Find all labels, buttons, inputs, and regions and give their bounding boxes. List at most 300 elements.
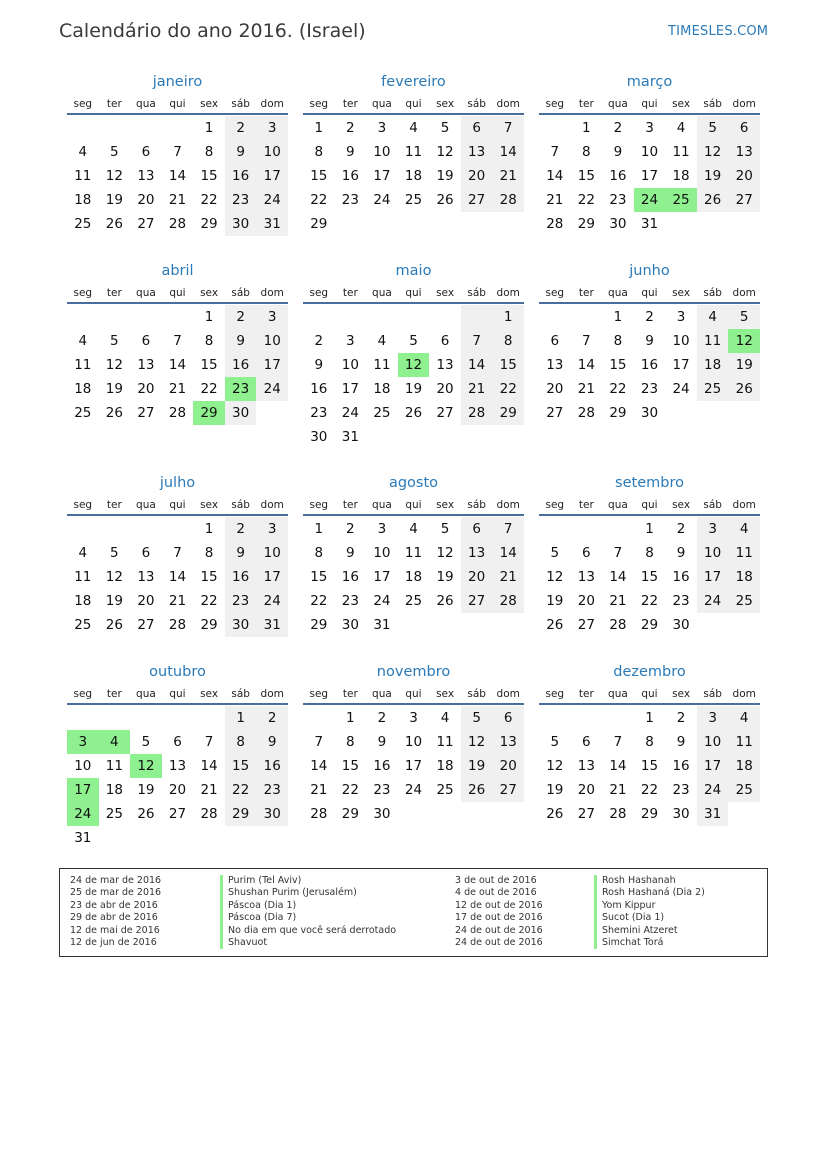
day-cell[interactable]: 2 — [256, 706, 288, 730]
day-cell[interactable]: 27 — [137, 216, 155, 232]
day-cell[interactable]: 21 — [609, 593, 627, 609]
day-cell[interactable]: 1 — [582, 120, 591, 136]
day-cell[interactable]: 17 — [640, 168, 659, 184]
day-cell[interactable]: 18 — [74, 381, 92, 397]
day-cell[interactable]: 5 — [110, 333, 119, 349]
day-cell[interactable]: 31 — [256, 212, 288, 236]
day-cell[interactable]: 4 — [377, 333, 387, 349]
day-cell[interactable]: 1 — [492, 305, 524, 329]
holiday-day-cell[interactable]: 17 — [67, 778, 99, 802]
day-cell[interactable]: 4 — [728, 517, 760, 541]
day-cell[interactable]: 4 — [78, 545, 88, 561]
day-cell[interactable]: 18 — [728, 754, 760, 778]
day-cell[interactable]: 8 — [225, 730, 257, 754]
day-cell[interactable]: 3 — [377, 120, 387, 136]
day-cell[interactable]: 24 — [373, 192, 391, 208]
day-cell[interactable]: 10 — [672, 333, 690, 349]
day-cell[interactable]: 26 — [697, 188, 729, 212]
day-cell[interactable]: 8 — [645, 545, 654, 561]
day-cell[interactable]: 4 — [697, 305, 729, 329]
day-cell[interactable]: 6 — [173, 734, 182, 750]
day-cell[interactable]: 20 — [577, 593, 595, 609]
day-cell[interactable]: 19 — [105, 192, 123, 208]
day-cell[interactable]: 14 — [168, 357, 187, 373]
day-cell[interactable]: 7 — [173, 545, 182, 561]
day-cell[interactable]: 20 — [137, 381, 155, 397]
day-cell[interactable]: 23 — [256, 778, 288, 802]
day-cell[interactable]: 13 — [577, 758, 595, 774]
day-cell[interactable]: 8 — [204, 333, 214, 349]
day-cell[interactable]: 12 — [546, 758, 564, 774]
day-cell[interactable]: 4 — [78, 144, 88, 160]
day-cell[interactable]: 14 — [492, 541, 524, 565]
day-cell[interactable]: 1 — [613, 309, 623, 325]
day-cell[interactable]: 16 — [341, 168, 359, 184]
day-cell[interactable]: 27 — [461, 589, 493, 613]
day-cell[interactable]: 11 — [373, 357, 391, 373]
day-cell[interactable]: 15 — [640, 569, 659, 585]
day-cell[interactable]: 21 — [577, 381, 595, 397]
day-cell[interactable]: 11 — [728, 541, 760, 565]
day-cell[interactable]: 15 — [341, 758, 359, 774]
day-cell[interactable]: 26 — [105, 617, 123, 633]
day-cell[interactable]: 9 — [377, 734, 387, 750]
day-cell[interactable]: 30 — [672, 617, 690, 633]
day-cell[interactable]: 3 — [645, 120, 654, 136]
day-cell[interactable]: 29 — [200, 617, 218, 633]
day-cell[interactable]: 10 — [256, 329, 288, 353]
day-cell[interactable]: 30 — [225, 613, 257, 637]
day-cell[interactable]: 29 — [310, 617, 328, 633]
day-cell[interactable]: 26 — [436, 192, 454, 208]
day-cell[interactable]: 11 — [436, 734, 454, 750]
day-cell[interactable]: 13 — [546, 357, 564, 373]
day-cell[interactable]: 20 — [137, 593, 155, 609]
day-cell[interactable]: 21 — [546, 192, 564, 208]
day-cell[interactable]: 26 — [461, 778, 493, 802]
day-cell[interactable]: 13 — [577, 569, 595, 585]
day-cell[interactable]: 1 — [204, 120, 214, 136]
day-cell[interactable]: 5 — [141, 734, 151, 750]
day-cell[interactable]: 19 — [105, 593, 123, 609]
day-cell[interactable]: 5 — [697, 116, 729, 140]
day-cell[interactable]: 18 — [728, 565, 760, 589]
day-cell[interactable]: 7 — [492, 116, 524, 140]
day-cell[interactable]: 11 — [74, 357, 92, 373]
day-cell[interactable]: 10 — [256, 140, 288, 164]
day-cell[interactable]: 14 — [577, 357, 595, 373]
day-cell[interactable]: 18 — [74, 593, 92, 609]
day-cell[interactable]: 3 — [346, 333, 355, 349]
day-cell[interactable]: 19 — [461, 754, 493, 778]
day-cell[interactable]: 30 — [225, 212, 257, 236]
day-cell[interactable]: 8 — [645, 734, 654, 750]
day-cell[interactable]: 7 — [173, 144, 182, 160]
day-cell[interactable]: 7 — [550, 144, 560, 160]
day-cell[interactable]: 15 — [310, 168, 328, 184]
day-cell[interactable]: 30 — [640, 405, 659, 421]
day-cell[interactable]: 5 — [550, 734, 560, 750]
day-cell[interactable]: 12 — [436, 545, 454, 561]
day-cell[interactable]: 8 — [346, 734, 355, 750]
day-cell[interactable]: 4 — [440, 710, 450, 726]
day-cell[interactable]: 1 — [204, 309, 214, 325]
day-cell[interactable]: 1 — [225, 706, 257, 730]
day-cell[interactable]: 28 — [577, 405, 595, 421]
day-cell[interactable]: 27 — [168, 806, 187, 822]
day-cell[interactable]: 19 — [546, 782, 564, 798]
day-cell[interactable]: 29 — [640, 617, 659, 633]
day-cell[interactable]: 14 — [200, 758, 218, 774]
day-cell[interactable]: 3 — [256, 305, 288, 329]
day-cell[interactable]: 22 — [640, 593, 659, 609]
day-cell[interactable]: 25 — [728, 589, 760, 613]
day-cell[interactable]: 24 — [404, 782, 423, 798]
day-cell[interactable]: 22 — [310, 192, 328, 208]
day-cell[interactable]: 20 — [546, 381, 564, 397]
day-cell[interactable]: 15 — [200, 357, 218, 373]
day-cell[interactable]: 11 — [105, 758, 123, 774]
day-cell[interactable]: 15 — [492, 353, 524, 377]
day-cell[interactable]: 11 — [697, 329, 729, 353]
day-cell[interactable]: 28 — [546, 216, 564, 232]
day-cell[interactable]: 27 — [137, 405, 155, 421]
day-cell[interactable]: 7 — [613, 545, 623, 561]
day-cell[interactable]: 12 — [105, 569, 123, 585]
day-cell[interactable]: 8 — [492, 329, 524, 353]
day-cell[interactable]: 2 — [314, 333, 324, 349]
day-cell[interactable]: 4 — [409, 120, 418, 136]
day-cell[interactable]: 25 — [373, 405, 391, 421]
day-cell[interactable]: 21 — [200, 782, 218, 798]
day-cell[interactable]: 13 — [492, 730, 524, 754]
day-cell[interactable]: 27 — [137, 617, 155, 633]
day-cell[interactable]: 14 — [168, 168, 187, 184]
day-cell[interactable]: 6 — [582, 545, 591, 561]
day-cell[interactable]: 17 — [697, 754, 729, 778]
day-cell[interactable]: 9 — [346, 144, 355, 160]
day-cell[interactable]: 31 — [256, 613, 288, 637]
day-cell[interactable]: 3 — [409, 710, 418, 726]
holiday-day-cell[interactable]: 12 — [398, 353, 430, 377]
day-cell[interactable]: 26 — [436, 593, 454, 609]
day-cell[interactable]: 9 — [676, 545, 686, 561]
day-cell[interactable]: 6 — [440, 333, 450, 349]
day-cell[interactable]: 15 — [200, 168, 218, 184]
day-cell[interactable]: 26 — [546, 806, 564, 822]
day-cell[interactable]: 6 — [492, 706, 524, 730]
day-cell[interactable]: 16 — [672, 758, 690, 774]
day-cell[interactable]: 22 — [492, 377, 524, 401]
day-cell[interactable]: 4 — [676, 120, 686, 136]
day-cell[interactable]: 14 — [546, 168, 564, 184]
day-cell[interactable]: 24 — [256, 589, 288, 613]
day-cell[interactable]: 31 — [640, 216, 659, 232]
day-cell[interactable]: 17 — [404, 758, 423, 774]
day-cell[interactable]: 17 — [256, 565, 288, 589]
day-cell[interactable]: 6 — [141, 333, 151, 349]
day-cell[interactable]: 5 — [728, 305, 760, 329]
day-cell[interactable]: 20 — [728, 164, 760, 188]
day-cell[interactable]: 22 — [225, 778, 257, 802]
day-cell[interactable]: 10 — [256, 541, 288, 565]
day-cell[interactable]: 20 — [137, 192, 155, 208]
day-cell[interactable]: 16 — [640, 357, 659, 373]
day-cell[interactable]: 1 — [645, 521, 654, 537]
day-cell[interactable]: 2 — [346, 521, 355, 537]
day-cell[interactable]: 3 — [697, 517, 729, 541]
day-cell[interactable]: 19 — [137, 782, 155, 798]
day-cell[interactable]: 21 — [461, 377, 493, 401]
day-cell[interactable]: 2 — [676, 710, 686, 726]
day-cell[interactable]: 10 — [640, 144, 659, 160]
day-cell[interactable]: 29 — [577, 216, 595, 232]
day-cell[interactable]: 6 — [461, 116, 493, 140]
day-cell[interactable]: 22 — [609, 381, 627, 397]
day-cell[interactable]: 1 — [645, 710, 654, 726]
day-cell[interactable]: 6 — [141, 144, 151, 160]
day-cell[interactable]: 4 — [78, 333, 88, 349]
day-cell[interactable]: 9 — [314, 357, 324, 373]
day-cell[interactable]: 16 — [310, 381, 328, 397]
day-cell[interactable]: 12 — [697, 140, 729, 164]
day-cell[interactable]: 1 — [204, 521, 214, 537]
day-cell[interactable]: 23 — [672, 782, 690, 798]
day-cell[interactable]: 15 — [577, 168, 595, 184]
day-cell[interactable]: 25 — [436, 782, 454, 798]
day-cell[interactable]: 23 — [225, 188, 257, 212]
day-cell[interactable]: 29 — [225, 802, 257, 826]
day-cell[interactable]: 23 — [341, 192, 359, 208]
day-cell[interactable]: 9 — [256, 730, 288, 754]
day-cell[interactable]: 5 — [409, 333, 418, 349]
day-cell[interactable]: 27 — [461, 188, 493, 212]
holiday-day-cell[interactable]: 12 — [130, 754, 162, 778]
day-cell[interactable]: 9 — [346, 545, 355, 561]
day-cell[interactable]: 14 — [609, 569, 627, 585]
day-cell[interactable]: 19 — [697, 164, 729, 188]
day-cell[interactable]: 13 — [461, 140, 493, 164]
day-cell[interactable]: 10 — [373, 144, 391, 160]
day-cell[interactable]: 12 — [436, 144, 454, 160]
day-cell[interactable]: 28 — [168, 216, 187, 232]
day-cell[interactable]: 31 — [373, 617, 391, 633]
day-cell[interactable]: 31 — [341, 429, 359, 445]
day-cell[interactable]: 6 — [550, 333, 560, 349]
day-cell[interactable]: 11 — [728, 730, 760, 754]
day-cell[interactable]: 11 — [404, 545, 423, 561]
day-cell[interactable]: 4 — [409, 521, 418, 537]
day-cell[interactable]: 20 — [577, 782, 595, 798]
day-cell[interactable]: 30 — [373, 806, 391, 822]
day-cell[interactable]: 13 — [728, 140, 760, 164]
day-cell[interactable]: 10 — [373, 545, 391, 561]
day-cell[interactable]: 11 — [404, 144, 423, 160]
day-cell[interactable]: 22 — [200, 593, 218, 609]
day-cell[interactable]: 28 — [609, 617, 627, 633]
day-cell[interactable]: 30 — [609, 216, 627, 232]
day-cell[interactable]: 19 — [546, 593, 564, 609]
day-cell[interactable]: 26 — [728, 377, 760, 401]
day-cell[interactable]: 14 — [492, 140, 524, 164]
day-cell[interactable]: 18 — [697, 353, 729, 377]
day-cell[interactable]: 28 — [310, 806, 328, 822]
day-cell[interactable]: 18 — [74, 192, 92, 208]
day-cell[interactable]: 14 — [310, 758, 328, 774]
holiday-day-cell[interactable]: 25 — [665, 188, 697, 212]
day-cell[interactable]: 19 — [436, 569, 454, 585]
day-cell[interactable]: 19 — [728, 353, 760, 377]
site-logo[interactable]: TIMESLES.COM — [668, 24, 769, 39]
day-cell[interactable]: 16 — [256, 754, 288, 778]
day-cell[interactable]: 31 — [74, 830, 92, 846]
day-cell[interactable]: 11 — [672, 144, 690, 160]
day-cell[interactable]: 24 — [697, 778, 729, 802]
day-cell[interactable]: 23 — [373, 782, 391, 798]
day-cell[interactable]: 24 — [373, 593, 391, 609]
day-cell[interactable]: 3 — [676, 309, 686, 325]
day-cell[interactable]: 23 — [225, 589, 257, 613]
day-cell[interactable]: 18 — [404, 168, 423, 184]
day-cell[interactable]: 15 — [200, 569, 218, 585]
day-cell[interactable]: 6 — [461, 517, 493, 541]
day-cell[interactable]: 23 — [310, 405, 328, 421]
day-cell[interactable]: 15 — [225, 754, 257, 778]
day-cell[interactable]: 8 — [613, 333, 623, 349]
day-cell[interactable]: 24 — [697, 589, 729, 613]
day-cell[interactable]: 22 — [200, 192, 218, 208]
day-cell[interactable]: 7 — [314, 734, 324, 750]
day-cell[interactable]: 24 — [256, 188, 288, 212]
day-cell[interactable]: 11 — [74, 168, 92, 184]
day-cell[interactable]: 7 — [204, 734, 214, 750]
day-cell[interactable]: 10 — [404, 734, 423, 750]
day-cell[interactable]: 7 — [492, 517, 524, 541]
day-cell[interactable]: 21 — [168, 381, 187, 397]
day-cell[interactable]: 28 — [200, 806, 218, 822]
day-cell[interactable]: 16 — [609, 168, 627, 184]
day-cell[interactable]: 22 — [310, 593, 328, 609]
day-cell[interactable]: 18 — [404, 569, 423, 585]
day-cell[interactable]: 25 — [74, 617, 92, 633]
day-cell[interactable]: 6 — [582, 734, 591, 750]
day-cell[interactable]: 13 — [137, 168, 155, 184]
day-cell[interactable]: 17 — [256, 353, 288, 377]
day-cell[interactable]: 27 — [492, 778, 524, 802]
day-cell[interactable]: 24 — [341, 405, 359, 421]
day-cell[interactable]: 16 — [225, 565, 257, 589]
day-cell[interactable]: 5 — [110, 144, 119, 160]
day-cell[interactable]: 29 — [200, 216, 218, 232]
day-cell[interactable]: 2 — [645, 309, 654, 325]
day-cell[interactable]: 2 — [377, 710, 387, 726]
day-cell[interactable]: 28 — [168, 405, 187, 421]
day-cell[interactable]: 26 — [404, 405, 423, 421]
day-cell[interactable]: 28 — [461, 401, 493, 425]
day-cell[interactable]: 30 — [672, 806, 690, 822]
holiday-day-cell[interactable]: 3 — [67, 730, 99, 754]
day-cell[interactable]: 12 — [546, 569, 564, 585]
day-cell[interactable]: 7 — [461, 329, 493, 353]
day-cell[interactable]: 19 — [105, 381, 123, 397]
day-cell[interactable]: 8 — [204, 144, 214, 160]
day-cell[interactable]: 21 — [492, 565, 524, 589]
day-cell[interactable]: 16 — [672, 569, 690, 585]
day-cell[interactable]: 23 — [640, 381, 659, 397]
day-cell[interactable]: 21 — [609, 782, 627, 798]
holiday-day-cell[interactable]: 4 — [99, 730, 131, 754]
day-cell[interactable]: 1 — [314, 521, 324, 537]
day-cell[interactable]: 25 — [697, 377, 729, 401]
day-cell[interactable]: 19 — [404, 381, 423, 397]
day-cell[interactable]: 25 — [74, 216, 92, 232]
holiday-day-cell[interactable]: 29 — [193, 401, 225, 425]
day-cell[interactable]: 1 — [346, 710, 355, 726]
day-cell[interactable]: 14 — [609, 758, 627, 774]
day-cell[interactable]: 12 — [105, 168, 123, 184]
day-cell[interactable]: 23 — [341, 593, 359, 609]
day-cell[interactable]: 2 — [225, 305, 257, 329]
day-cell[interactable]: 17 — [256, 164, 288, 188]
day-cell[interactable]: 15 — [609, 357, 627, 373]
day-cell[interactable]: 4 — [728, 706, 760, 730]
day-cell[interactable]: 3 — [256, 116, 288, 140]
day-cell[interactable]: 30 — [310, 429, 328, 445]
day-cell[interactable]: 31 — [697, 802, 729, 826]
day-cell[interactable]: 17 — [672, 357, 690, 373]
day-cell[interactable]: 8 — [582, 144, 591, 160]
day-cell[interactable]: 6 — [141, 545, 151, 561]
day-cell[interactable]: 2 — [346, 120, 355, 136]
day-cell[interactable]: 7 — [613, 734, 623, 750]
day-cell[interactable]: 20 — [461, 565, 493, 589]
day-cell[interactable]: 10 — [697, 730, 729, 754]
day-cell[interactable]: 27 — [546, 405, 564, 421]
day-cell[interactable]: 21 — [492, 164, 524, 188]
day-cell[interactable]: 12 — [105, 357, 123, 373]
holiday-day-cell[interactable]: 23 — [225, 377, 257, 401]
day-cell[interactable]: 22 — [640, 782, 659, 798]
day-cell[interactable]: 18 — [436, 758, 454, 774]
day-cell[interactable]: 28 — [168, 617, 187, 633]
day-cell[interactable]: 27 — [436, 405, 454, 421]
day-cell[interactable]: 26 — [546, 617, 564, 633]
day-cell[interactable]: 16 — [341, 569, 359, 585]
day-cell[interactable]: 9 — [225, 140, 257, 164]
day-cell[interactable]: 22 — [200, 381, 218, 397]
holiday-day-cell[interactable]: 12 — [728, 329, 760, 353]
day-cell[interactable]: 26 — [105, 216, 123, 232]
day-cell[interactable]: 13 — [137, 357, 155, 373]
day-cell[interactable]: 10 — [697, 541, 729, 565]
day-cell[interactable]: 2 — [225, 116, 257, 140]
day-cell[interactable]: 16 — [373, 758, 391, 774]
day-cell[interactable]: 28 — [609, 806, 627, 822]
day-cell[interactable]: 22 — [577, 192, 595, 208]
day-cell[interactable]: 3 — [256, 517, 288, 541]
day-cell[interactable]: 2 — [676, 521, 686, 537]
day-cell[interactable]: 18 — [672, 168, 690, 184]
day-cell[interactable]: 2 — [613, 120, 623, 136]
day-cell[interactable]: 7 — [582, 333, 591, 349]
day-cell[interactable]: 3 — [377, 521, 387, 537]
day-cell[interactable]: 9 — [676, 734, 686, 750]
day-cell[interactable]: 29 — [609, 405, 627, 421]
day-cell[interactable]: 24 — [256, 377, 288, 401]
day-cell[interactable]: 15 — [310, 569, 328, 585]
day-cell[interactable]: 9 — [225, 329, 257, 353]
day-cell[interactable]: 8 — [204, 545, 214, 561]
